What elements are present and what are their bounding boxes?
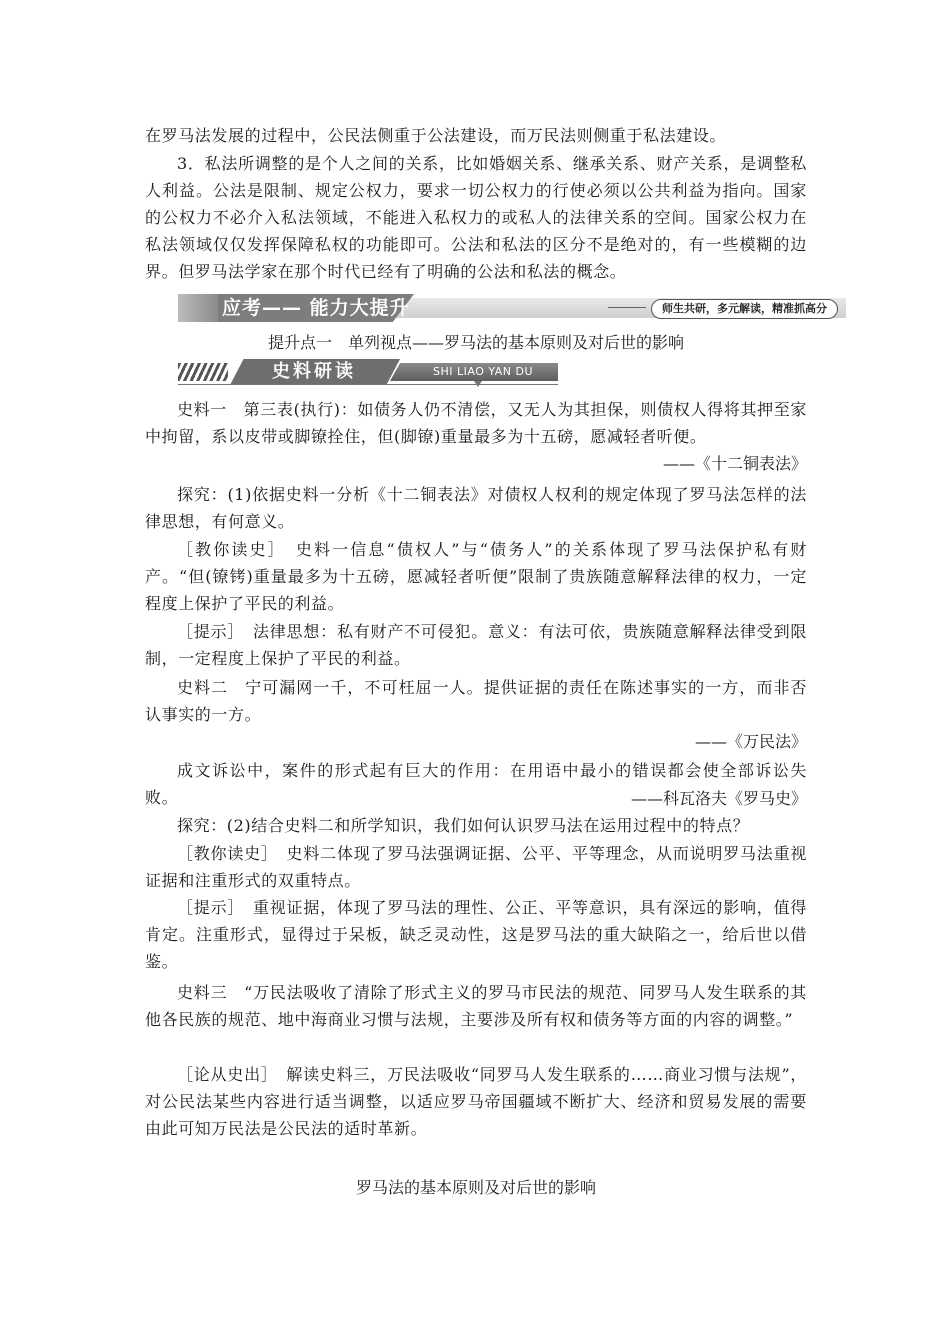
material-2-hint: ［提示］ 重视证据，体现了罗马法的理性、公正、平等意识，具有深远的影响，值得肯定。注重形式，显得过于呆板，缺乏灵动性，这是罗马法的重大缺陷之一，给后世以借鉴。 <box>145 898 807 971</box>
banner-light-strip <box>178 294 218 322</box>
section-heading: 提升点一 单列视点——罗马法的基本原则及对后世的影响 <box>267 333 684 352</box>
material-2-text-2: 成文诉讼中，案件的形式起有巨大的作用：在用语中最小的错误都会使全部诉讼失败。 <box>145 761 807 807</box>
material-3-text: 史料三 “万民法吸收了清除了形式主义的罗马市民法的规范、同罗马人发生联系的其他各民族的规范、地中海商业习惯与法规，主要涉及所有权和债务等方面的内容的调整。” <box>145 983 807 1029</box>
reading-banner-pinyin: SHI LIAO YAN DU <box>433 365 533 378</box>
material-2-source-2: ——科瓦洛夫《罗马史》 <box>630 789 807 808</box>
paragraph-public-private-law-development: 在罗马法发展的过程中，公民法侧重于公法建设，而万民法则侧重于私法建设。 <box>145 126 727 145</box>
banner-title: 应考—— 能力大提升 <box>222 297 410 319</box>
material-2-reading-guide: ［教你读史］ 史料二体现了罗马法强调证据、公平、平等理念，从而说明罗马法重视证据和注重形式的双重特点。 <box>145 844 807 890</box>
material-1-reading-guide: ［教你读史］ 史料一信息“债权人”与“债务人”的关系体现了罗马法保护私有财产。“但(镣铐)重量最多为十五磅，愿减轻者听便”限制了贵族随意解释法律的权力，一定程度上保护了平民的利益。 <box>145 540 807 613</box>
material-1-question: 探究：(1)依据史料一分析《十二铜表法》对债权人权利的规定体现了罗马法怎样的法律思想，有何意义。 <box>145 485 807 531</box>
banner-divider-line <box>608 307 646 308</box>
exam-banner <box>178 294 846 322</box>
banner-tag: 师生共研，多元解读，精准抓高分 <box>651 299 838 319</box>
material-1-hint: ［提示］ 法律思想：私有财产不可侵犯。意义：有法可依，贵族随意解释法律受到限制，一定程度上保护了平民的利益。 <box>145 622 807 668</box>
material-1-source: ——《十二铜表法》 <box>662 454 807 473</box>
material-2-question: 探究：(2)结合史料二和所学知识，我们如何认识罗马法在运用过程中的特点？ <box>177 816 750 835</box>
material-1-text: 史料一 第三表(执行)：如债务人仍不清偿，又无人为其担保，则债权人得将其押至家中拘留，系以皮带或脚镣拴住，但(脚镣)重量最多为十五磅，愿减轻者听便。 <box>145 400 807 446</box>
closing-title: 罗马法的基本原则及对后世的影响 <box>355 1178 596 1197</box>
reading-banner-title: 史料研读 <box>272 361 356 382</box>
material-3-analysis: ［论从史出］ 解读史料三，万民法吸收“同罗马人发生联系的……商业习惯与法规”，对公民法某些内容进行适当调整，以适应罗马帝国疆域不断扩大、经济和贸易发展的需要由此可知万民法是公民法的适时革新。 <box>145 1065 807 1138</box>
material-2-source: ——《万民法》 <box>694 732 807 751</box>
reading-banner <box>178 359 558 385</box>
reading-banner-underline <box>178 384 558 385</box>
paragraph-private-law-explanation: 3．私法所调整的是个人之间的关系，比如婚姻关系、继承关系、财产关系，是调整私人利益。公法是限制、规定公权力，要求一切公权力的行使必须以公共利益为指向。国家的公权力不必介入私法领域，不能进入私权力的或私人的法律关系的空间。国家公权力在私法领域仅仅发挥保障私权的功能即可。公法和私法的区分不是绝对的，有一些模糊的边界。但罗马法学家在那个时代已经有了明确的公法和私法的概念。 <box>145 154 807 281</box>
material-2-text: 史料二 宁可漏网一千，不可枉屈一人。提供证据的责任在陈述事实的一方，而非否认事实的一方。 <box>145 678 807 724</box>
